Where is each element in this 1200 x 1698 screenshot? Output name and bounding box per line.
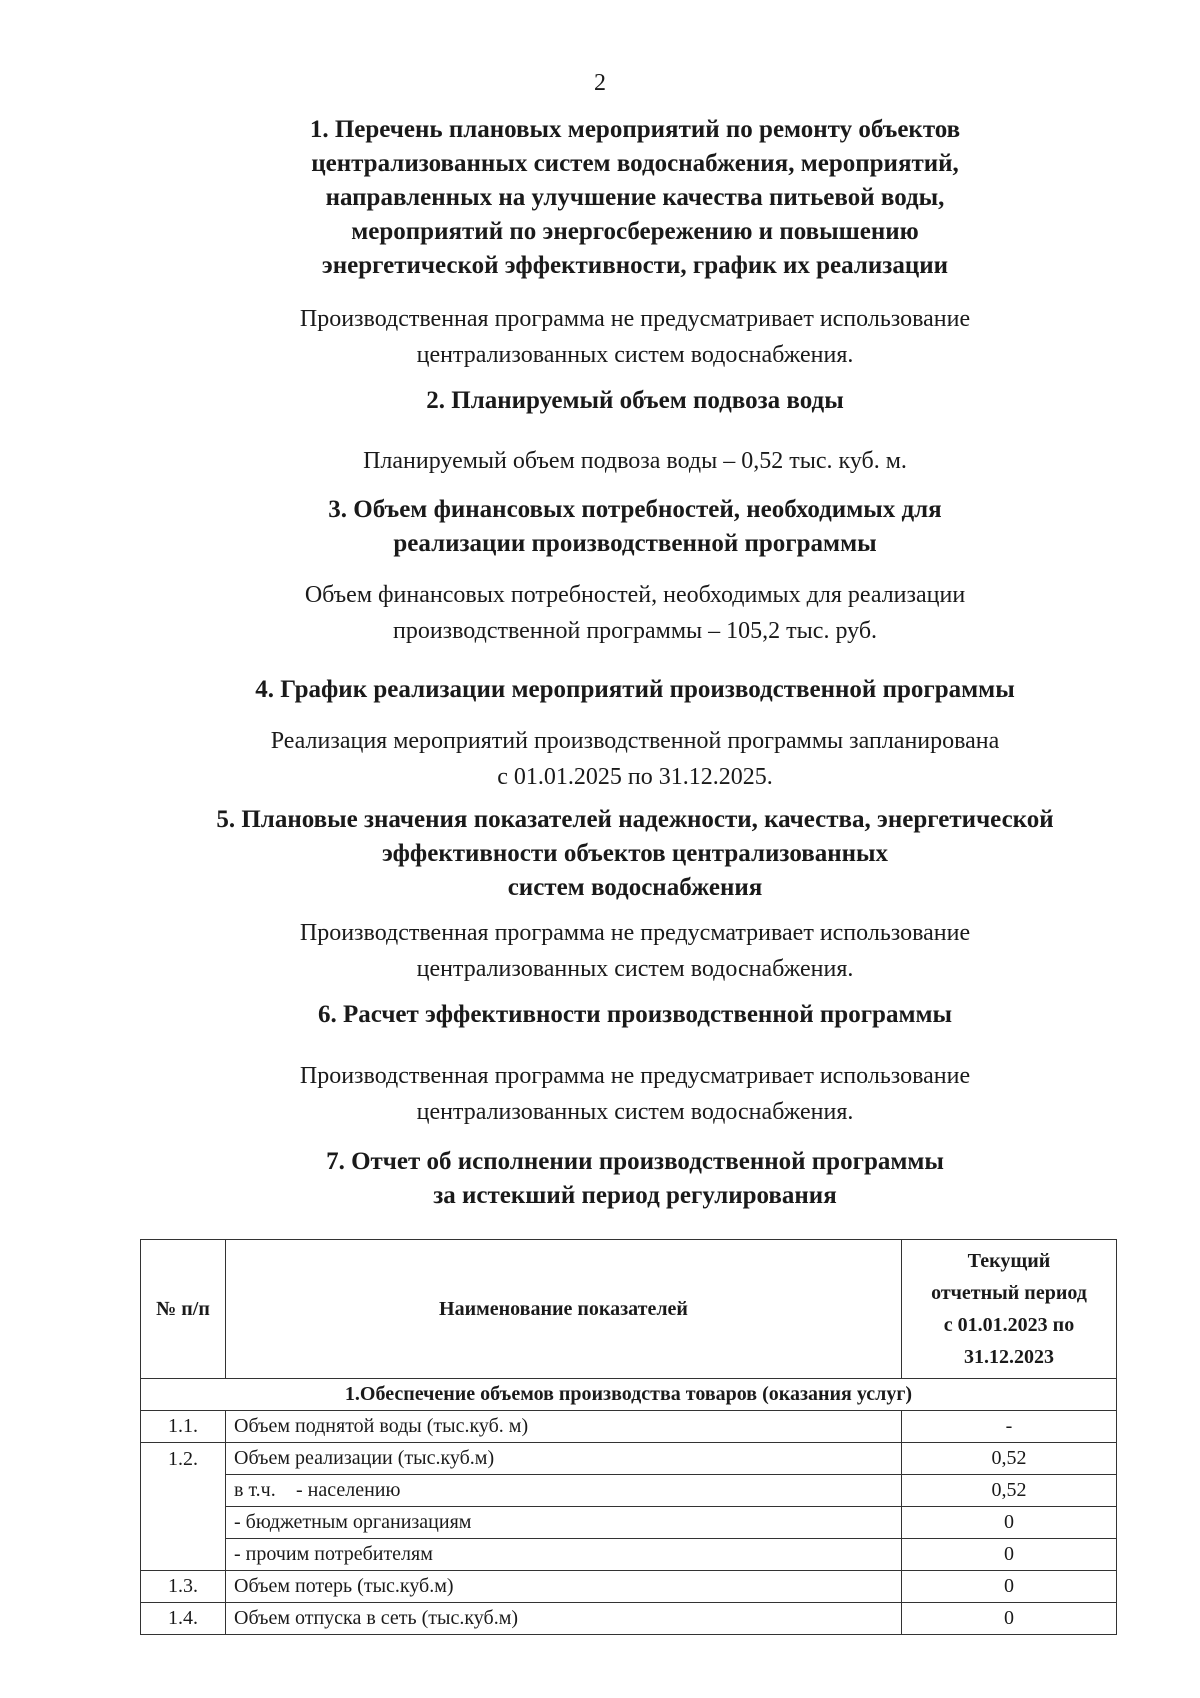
row-name	[226, 1475, 902, 1507]
header-num: № п/п	[141, 1240, 226, 1379]
row-value: 0,52	[902, 1443, 1117, 1475]
heading-line: 6. Расчет эффективности производственной программы	[317, 1001, 953, 1028]
section-2-text	[90, 443, 1180, 479]
section-5-text	[90, 915, 1180, 987]
heading-line: реализации производственной программы	[393, 530, 877, 557]
heading-line: систем водоснабжения	[507, 874, 763, 901]
heading-line: 5. Плановые значения показателей надежности, качества, энергетической	[216, 806, 1054, 833]
section-5-heading	[90, 803, 1180, 905]
row-value: 0	[902, 1571, 1117, 1603]
header-name: Наименование показателей	[226, 1240, 902, 1379]
row-value: 0,52	[902, 1475, 1117, 1507]
header-period-line: с 01.01.2023 по	[943, 1314, 1075, 1336]
section-6-heading	[90, 998, 1180, 1032]
header-period-line: отчетный период	[931, 1282, 1087, 1304]
heading-line: направленных на улучшение качества питьевой воды,	[325, 184, 945, 211]
section-3-text	[90, 577, 1180, 649]
table-row	[141, 1571, 1117, 1603]
row-name: - бюджетным организациям	[226, 1507, 902, 1539]
heading-line: эффективности объектов централизованных	[381, 840, 889, 867]
text-line: Реализация мероприятий производственной программы запланирована	[270, 728, 1000, 754]
section-7-heading	[90, 1145, 1180, 1213]
text-line: централизованных систем водоснабжения.	[416, 956, 854, 982]
row-name: Объем реализации (тыс.куб.м)	[226, 1443, 902, 1475]
heading-line: 7. Отчет об исполнении производственной программы	[326, 1148, 944, 1175]
report-table	[140, 1239, 1117, 1635]
section-4-heading	[90, 673, 1180, 707]
row-name: Объем поднятой воды (тыс.куб. м)	[226, 1411, 902, 1443]
row-value: 0	[902, 1539, 1117, 1571]
text-line: централизованных систем водоснабжения.	[416, 342, 854, 368]
table-row	[141, 1539, 1117, 1571]
text-line: Объем финансовых потребностей, необходимых для реализации	[304, 582, 966, 608]
table-row	[141, 1507, 1117, 1539]
table-row	[141, 1411, 1117, 1443]
page-number: 2	[594, 70, 606, 96]
table-row	[141, 1475, 1117, 1507]
table-header-row	[141, 1240, 1117, 1379]
row-num: 1.4.	[141, 1603, 226, 1635]
row-prefix: в т.ч.	[234, 1479, 276, 1501]
text-line: Производственная программа не предусматривает использование	[299, 920, 971, 946]
section-3-heading	[90, 493, 1180, 561]
row-num: 1.1.	[141, 1411, 226, 1443]
text-line: Планируемый объем подвоза воды – 0,52 тыс. куб. м.	[363, 448, 907, 474]
table-section-row	[141, 1379, 1117, 1411]
section-2-heading	[90, 384, 1180, 418]
heading-line: мероприятий по энергосбережению и повышению	[351, 218, 919, 245]
heading-line: энергетической эффективности, график их реализации	[321, 252, 949, 279]
text-line: централизованных систем водоснабжения.	[416, 1099, 854, 1125]
section-1-text	[90, 301, 1180, 373]
row-value: -	[902, 1411, 1117, 1443]
text-line: Производственная программа не предусматривает использование	[299, 306, 971, 332]
heading-line: 1. Перечень плановых мероприятий по ремонту объектов	[309, 116, 961, 143]
heading-line: за истекший период регулирования	[433, 1182, 837, 1209]
row-num: 1.2.	[141, 1443, 226, 1571]
row-name: Объем потерь (тыс.куб.м)	[226, 1571, 902, 1603]
heading-line: централизованных систем водоснабжения, мероприятий,	[311, 150, 959, 177]
text-line: производственной программы – 105,2 тыс. руб.	[392, 618, 878, 644]
heading-line: 2. Планируемый объем подвоза воды	[426, 387, 844, 414]
heading-line: 3. Объем финансовых потребностей, необходимых для	[328, 496, 942, 523]
table-section-title: 1.Обеспечение объемов производства товаров (оказания услуг)	[141, 1379, 1117, 1411]
row-num: 1.3.	[141, 1571, 226, 1603]
header-period-line: Текущий	[967, 1250, 1051, 1272]
heading-line: 4. График реализации мероприятий производственной программы	[255, 676, 1015, 703]
table-row	[141, 1603, 1117, 1635]
row-name: Объем отпуска в сеть (тыс.куб.м)	[226, 1603, 902, 1635]
text-line: с 01.01.2025 по 31.12.2025.	[497, 764, 773, 790]
section-4-text	[90, 723, 1180, 795]
row-value: 0	[902, 1603, 1117, 1635]
row-name: - прочим потребителям	[226, 1539, 902, 1571]
section-6-text	[90, 1058, 1180, 1130]
section-1-heading	[90, 113, 1180, 283]
header-period-line: 31.12.2023	[964, 1346, 1054, 1368]
table-row	[141, 1443, 1117, 1475]
header-period	[902, 1240, 1117, 1379]
row-name-text: - населению	[296, 1479, 401, 1501]
text-line: Производственная программа не предусматривает использование	[299, 1063, 971, 1089]
row-value: 0	[902, 1507, 1117, 1539]
